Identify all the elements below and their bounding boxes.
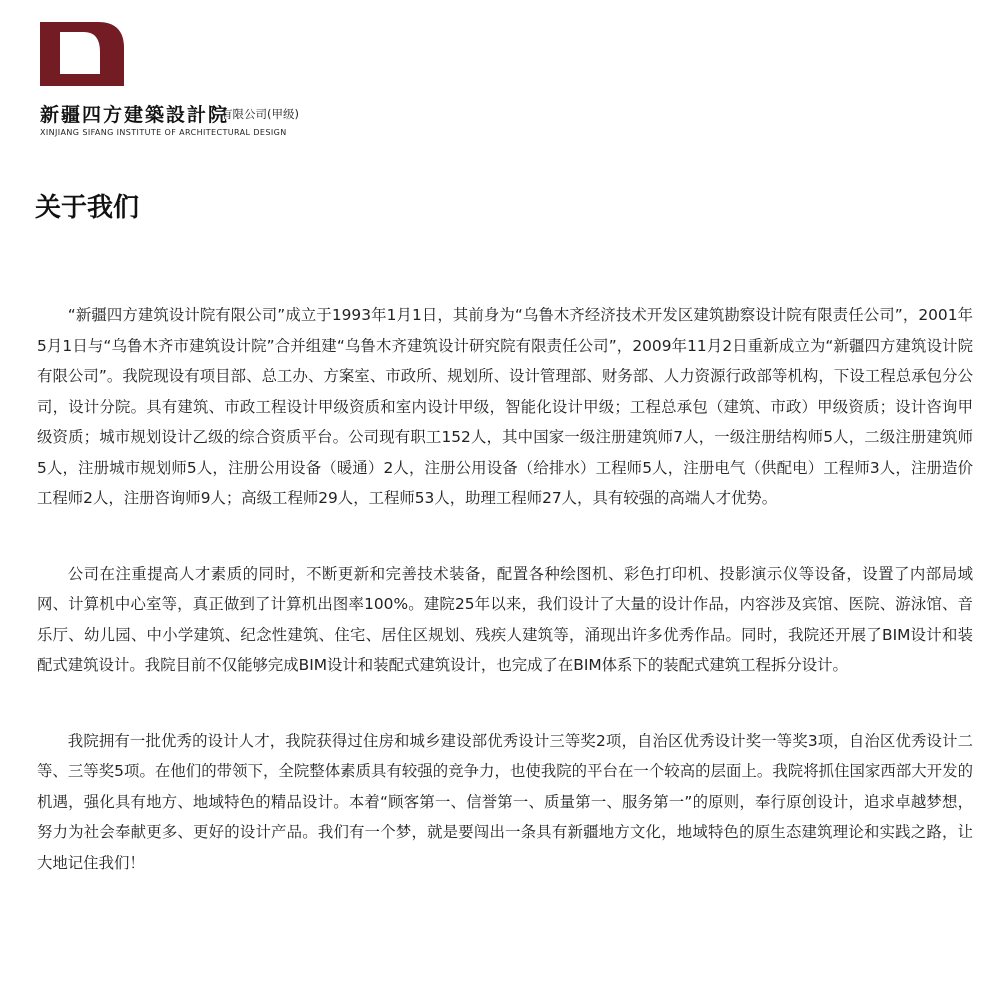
logo-company-suffix: 有限公司(甲级): [221, 107, 299, 121]
about-content: [37, 300, 973, 923]
logo-english-name: XINJIANG SIFANG INSTITUTE OF ARCHITECTURAL DESIGN: [40, 128, 287, 137]
paragraph-equipment: 公司在注重提高人才素质的同时，不断更新和完善技术装备，配置各种绘图机、彩色打印机、投影演示仪等设备，设置了内部局域网、计算机中心室等，真正做到了计算机出图率100%。建院25年以来，我们设计了大量的设计作品，内容涉及宾馆、医院、游泳馆、音乐厅、幼儿园、中小学建筑、纪念性建筑、住宅、居住区规划、残疾人建筑等，涌现出许多优秀作品。同时，我院还开展了BIM设计和装配式建筑设计。我院目前不仅能够完成BIM设计和装配式建筑设计，也完成了在BIM体系下的装配式建筑工程拆分设计。: [37, 564, 973, 674]
logo-chinese-name: 新疆四方建築設計院: [40, 104, 230, 126]
paragraph-history: “新疆四方建筑设计院有限公司”成立于1993年1月1日，其前身为“乌鲁木齐经济技术开发区建筑勘察设计院有限责任公司”，2001年5月1日与“乌鲁木齐市建筑设计院”合并组建“乌鲁木齐建筑设计研究院有限责任公司”，2009年11月2日重新成立为“新疆四方建筑设计院有限公司”。我院现设有项目部、总工办、方案室、市政所、规划所、设计管理部、财务部、人力资源行政部等机构，下设工程总承包分公司，设计分院。具有建筑、市政工程设计甲级资质和室内设计甲级，智能化设计甲级；工程总承包（建筑、市政）甲级资质；设计咨询甲级资质；城市规划设计乙级的综合资质平台。公司现有职工152人，其中国家一级注册建筑师7人，一级注册结构师5人，二级注册建筑师5人，注册城市规划师5人，注册公用设备（暖通）2人，注册公用设备（给排水）工程师5人，注册电气（供配电）工程师3人，注册造价工程师2人，注册咨询师9人；高级工程师29人，工程师53人，助理工程师27人，具有较强的高端人才优势。: [37, 306, 973, 507]
page-title: 关于我们: [35, 193, 140, 223]
paragraph-awards: 我院拥有一批优秀的设计人才，我院获得过住房和城乡建设部优秀设计三等奖2项，自治区优秀设计奖一等奖3项，自治区优秀设计二等、三等奖5项。在他们的带领下，全院整体素质具有较强的竞争力，也使我院的平台在一个较高的层面上。我院将抓住国家西部大开发的机遇，强化具有地方、地域特色的精品设计。本着“顾客第一、信誉第一、质量第一、服务第一”的原则，奉行原创设计，追求卓越梦想，努力为社会奉献更多、更好的设计产品。我们有一个梦，就是要闯出一条具有新疆地方文化，地域特色的原生态建筑理论和实践之路，让大地记住我们！: [37, 731, 973, 872]
logo-mark-icon: [40, 22, 124, 86]
